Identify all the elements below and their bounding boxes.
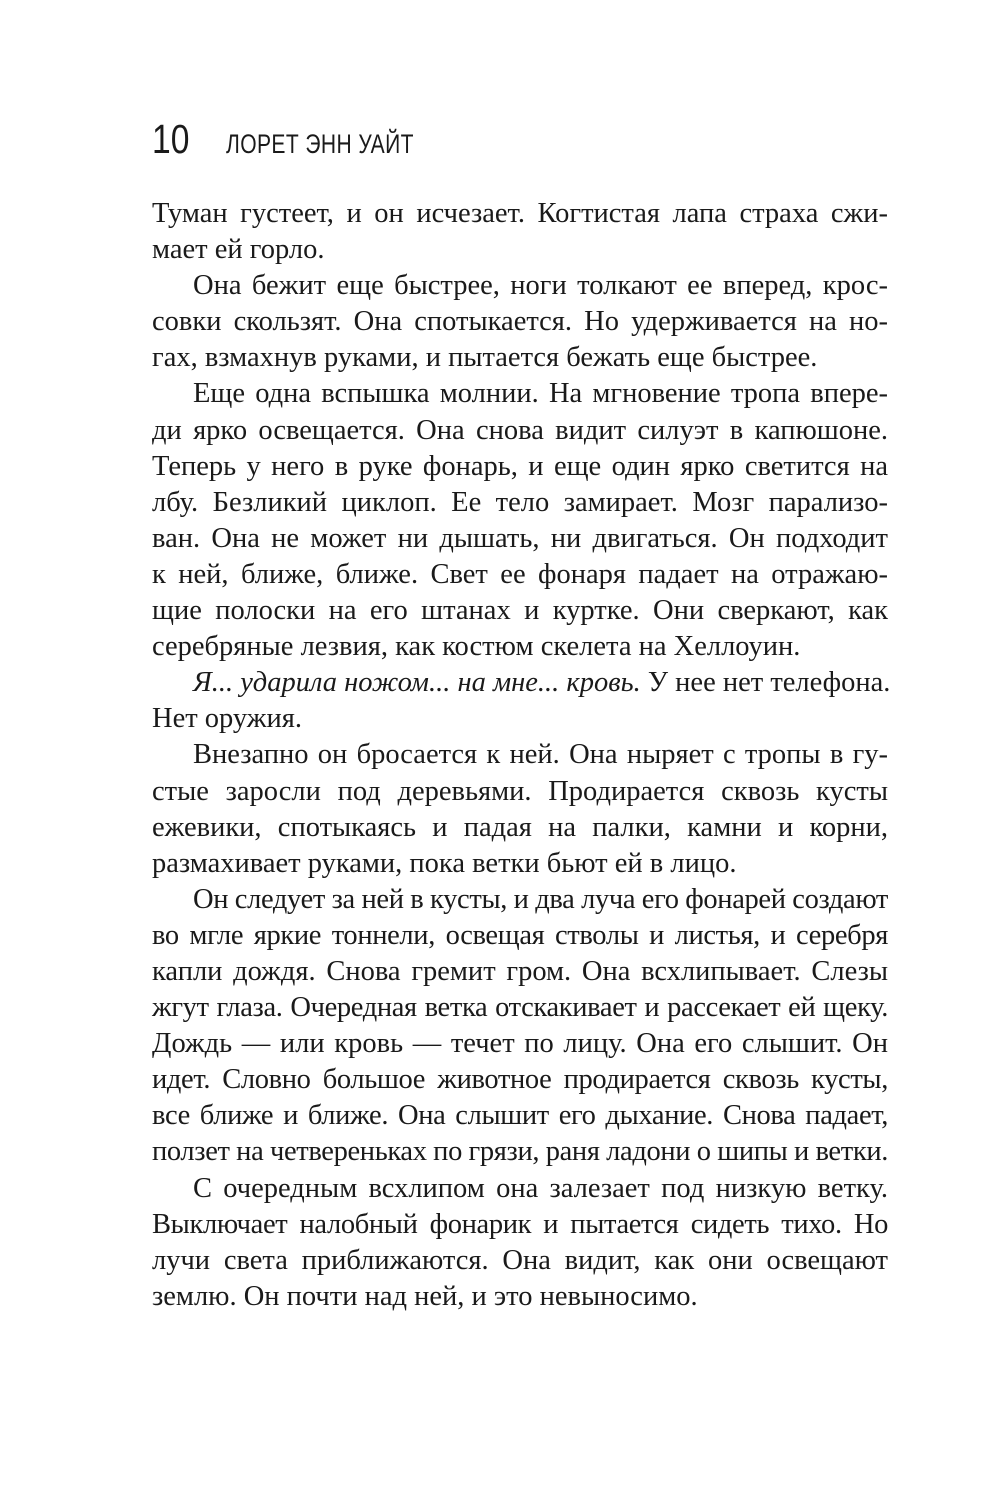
text-line: ползет на четвереньках по грязи, раня ладони о шипы и ветки. [152,1136,888,1168]
text-line [152,665,891,701]
text-line: размахивает руками, пока ветки бьют ей в лицо. [152,847,737,879]
text-line: во мгле яркие тоннели, освещая стволы и листья, и серебря [152,919,888,951]
running-head-author: ЛОРЕТ ЭНН УАЙТ [226,129,414,159]
running-head [152,116,467,164]
text-line: серебряные лезвия, как костюм скелета на Хеллоуин. [152,631,801,663]
text-line: щие полоски на его штанах и куртке. Они сверкают, как [152,595,888,627]
text-line: все ближе и ближе. Она слышит его дыхание. Снова падает, [152,1100,888,1132]
text-line: мает ей горло. [152,234,325,266]
text-line: Внезапно он бросается к ней. Она ныряет с тропы в гу- [193,739,888,771]
text-line: землю. Он почти над ней, и это невыносимо. [152,1280,698,1312]
text-line: Выключает налобный фонарик и пытается сидеть тихо. Но [152,1208,888,1240]
text-line: Он следует за ней в кусты, и два луча его фонарей создают [193,883,888,915]
text-line: Нет оружия. [152,703,302,735]
text-line: капли дождя. Снова гремит гром. Она всхлипывает. Слезы [152,955,888,987]
text-line: лучи света приближаются. Она видит, как они освещают [152,1244,888,1276]
text-line: Дождь — или кровь — течет по лицу. Она его слышит. Он [152,1028,888,1060]
text-fragment: У нее нет телефона. [640,667,891,699]
page-number: 10 [152,116,190,162]
text-line: ди ярко освещается. Она снова видит силуэт в капюшоне. [152,414,888,446]
text-line: Теперь у него в руке фонарь, и еще один ярко светится на [152,450,888,482]
text-line: Она бежит еще быстрее, ноги толкают ее вперед, крос- [193,270,888,302]
text-line: Туман густеет, и он исчезает. Когтистая лапа страха сжи- [152,198,888,229]
text-line: к ней, ближе, ближе. Свет ее фонаря падает на отражаю- [152,558,888,590]
text-line: ван. Она не может ни дышать, ни двигаться. Он подходит [152,522,888,554]
italic-thought: Я... ударила ножом... на мне... кровь. [193,667,641,699]
text-line: совки скользят. Она спотыкается. Но удерживается на но- [152,306,888,338]
text-line: лбу. Безликий циклоп. Ее тело замирает. Мозг парализо- [152,486,888,518]
text-line: идет. Словно большое животное продирается сквозь кусты, [152,1064,888,1096]
text-line: С очередным всхлипом она залезает под низкую ветку. [193,1172,888,1204]
text-line: гах, взмахнув руками, и пытается бежать еще быстрее. [152,342,818,374]
text-line: ежевики, спотыкаясь и падая на палки, камни и корни, [152,811,888,843]
text-line: Еще одна вспышка молнии. На мгновение тропа впере- [193,378,888,410]
text-line: жгут глаза. Очередная ветка отскакивает и рассекает ей щеку. [152,992,888,1024]
text-line: стые заросли под деревьями. Продирается сквозь кусты [152,775,888,807]
body-text [152,196,891,1315]
